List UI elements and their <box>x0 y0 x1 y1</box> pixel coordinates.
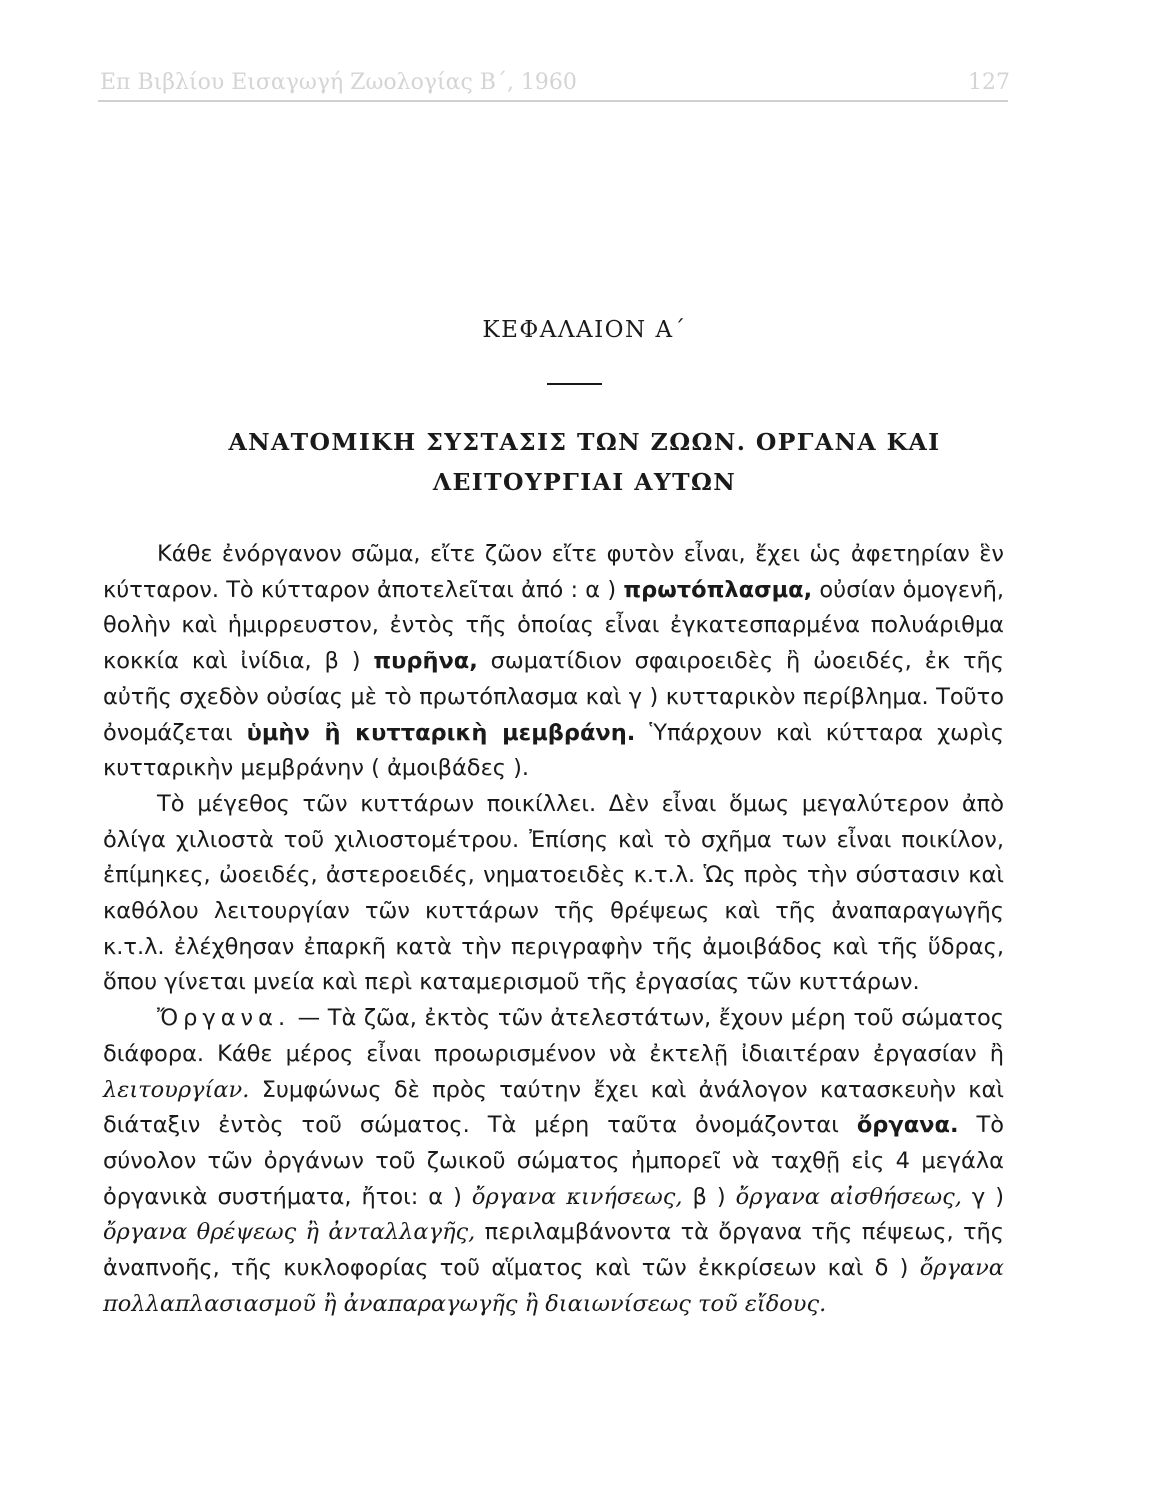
paragraph-cell <box>103 537 1004 787</box>
text-run: β ) <box>682 1183 736 1210</box>
paragraph-cell-size: Τὸ μέγεθος τῶν κυττάρων ποικίλλει. Δὲν εἶναι ὅμως μεγαλύτερον ἀπὸ ὀλίγα χιλιοστὰ τοῦ χιλιοστομέτρου. Ἐπίσης καὶ τὸ σχῆμα των εἶναι ποικίλον, ἐπίμηκες, ὠοειδές, ἀστεροειδές, νηματοειδὲς κ.τ.λ. Ὡς πρὸς τὴν σύστασιν καὶ καθόλου λειτουργίαν τῶν κυττάρων τῆς θρέψεως καὶ τῆς ἀναπαραγωγῆς κ.τ.λ. ἐλέχθησαν ἐπαρκῆ κατὰ τὴν περιγραφὴν τῆς ἀμοιβάδος καὶ τῆς ὕδρας, ὅπου γίνεται μνεία καὶ περὶ καταμερισμοῦ τῆς ἐργασίας τῶν κυττάρων. <box>103 790 1004 996</box>
text-run: οὐσίαν ὁμογενῆ, θολὴν καὶ ἡμιρρευστον, ἐντὸς τῆς ὁποίας εἶναι ἐγκατεσπαρμένα πολυάριθμα κοκκία καὶ ἰνίδια, β ) <box>103 576 1004 675</box>
running-head-rule <box>98 100 1008 102</box>
running-head <box>100 70 1010 95</box>
chapter-label: ΚΕΦΑΛΑΙΟΝ Α΄ <box>482 317 687 343</box>
term-organa: ὄργανα. <box>856 1112 959 1139</box>
text-run: Τὸ σύνολον τῶν ὀργάνων τοῦ ζωικοῦ σώματος ἠμπορεῖ νὰ ταχθῇ εἰς 4 μεγάλα ὀργανικὰ συστήματα, ἤτοι: α ) <box>103 1112 1004 1210</box>
term-pyrinas: πυρῆνα, <box>373 648 478 675</box>
term-protoplasma: πρωτόπλασμα, <box>623 576 813 603</box>
chapter-title-line-1: ΑΝΑΤΟΜΙΚΗ ΣΥΣΤΑΣΙΣ ΤΩΝ ΖΩΩΝ. ΟΡΓΑΝΑ ΚΑΙ <box>228 428 941 456</box>
term-pollaplasiasmou: ὄργανα πολλαπλασιασμοῦ ἢ ἀναπαραγωγῆς ἢ διαιωνίσεως τοῦ εἴδους. <box>103 1255 1004 1317</box>
text-run: γ ) <box>961 1183 1004 1210</box>
term-leitourgia: λειτουργίαν. <box>103 1076 250 1103</box>
chapter-title <box>0 422 1169 502</box>
term-kiniseos: ὄργανα κινήσεως, <box>471 1183 683 1210</box>
term-aisthiseos: ὄργανα αἰσθήσεως, <box>735 1183 962 1210</box>
text-run: σωματίδιον σφαιροειδὲς ἢ ὠοειδές, ἐκ τῆς αὐτῆς σχεδὸν οὐσίας μὲ τὸ πρωτόπλασμα καὶ γ ) κυτταρικὸν περίβλημα. Τοῦτο ὀνομάζεται <box>103 648 1004 746</box>
term-membrane: ὑμὴν ἢ κυτταρικὴ μεμβράνη. <box>246 719 636 746</box>
text-run: Ὑπάρχουν καὶ κύτταρα χωρὶς κυτταρικὴν μεμβράνην ( ἀμοιβάδες ). <box>103 719 1005 782</box>
running-head-text: Επ Βιβλίου Εισαγωγή Ζωολογίας Β΄, 1960 <box>100 70 577 95</box>
text-run: Κάθε ἐνόργανον σῶμα, εἴτε ζῶον εἴτε φυτὸν εἶναι, ἔχει ὡς ἀφετηρίαν ἓν κύτταρον. Τὸ κύτταρον ἀποτελεῖται ἀπό : α ) <box>103 541 1004 603</box>
section-heading-organa: Ὄργανα. <box>157 1005 291 1032</box>
page-number: 127 <box>968 70 1010 95</box>
paragraph-organs <box>103 1001 1004 1322</box>
term-threpseos: ὄργανα θρέψεως ἢ ἀνταλλαγῆς, <box>103 1219 476 1246</box>
text-run: Συμφώνως δὲ πρὸς ταύτην ἔχει καὶ ἀνάλογον κατασκευὴν καὶ διάταξιν ἐντὸς τοῦ σώματος. Τὰ μέρη ταῦτα ὀνομάζονται <box>103 1076 1004 1139</box>
body-text <box>103 537 1004 1322</box>
text-run: περιλαμβάνοντα τὰ ὄργανα τῆς πέψεως, τῆς ἀναπνοῆς, τῆς κυκλοφορίας τοῦ αἵματος καὶ τῶν ἐκκρίσεων καὶ δ ) <box>103 1219 1004 1282</box>
text-run: — Τὰ ζῶα, ἐκτὸς τῶν ἀτελεστάτων, ἔχουν μέρη τοῦ σώματος διάφορα. Κάθε μέρος εἶναι προωρισμένον νὰ ἐκτελῇ ἰδιαιτέραν ἐργασίαν ἢ <box>103 1005 1004 1067</box>
chapter-title-line-2: ΛΕΙΤΟΥΡΓΙΑΙ ΑΥΤΩΝ <box>432 468 737 496</box>
chapter-divider <box>547 383 602 385</box>
